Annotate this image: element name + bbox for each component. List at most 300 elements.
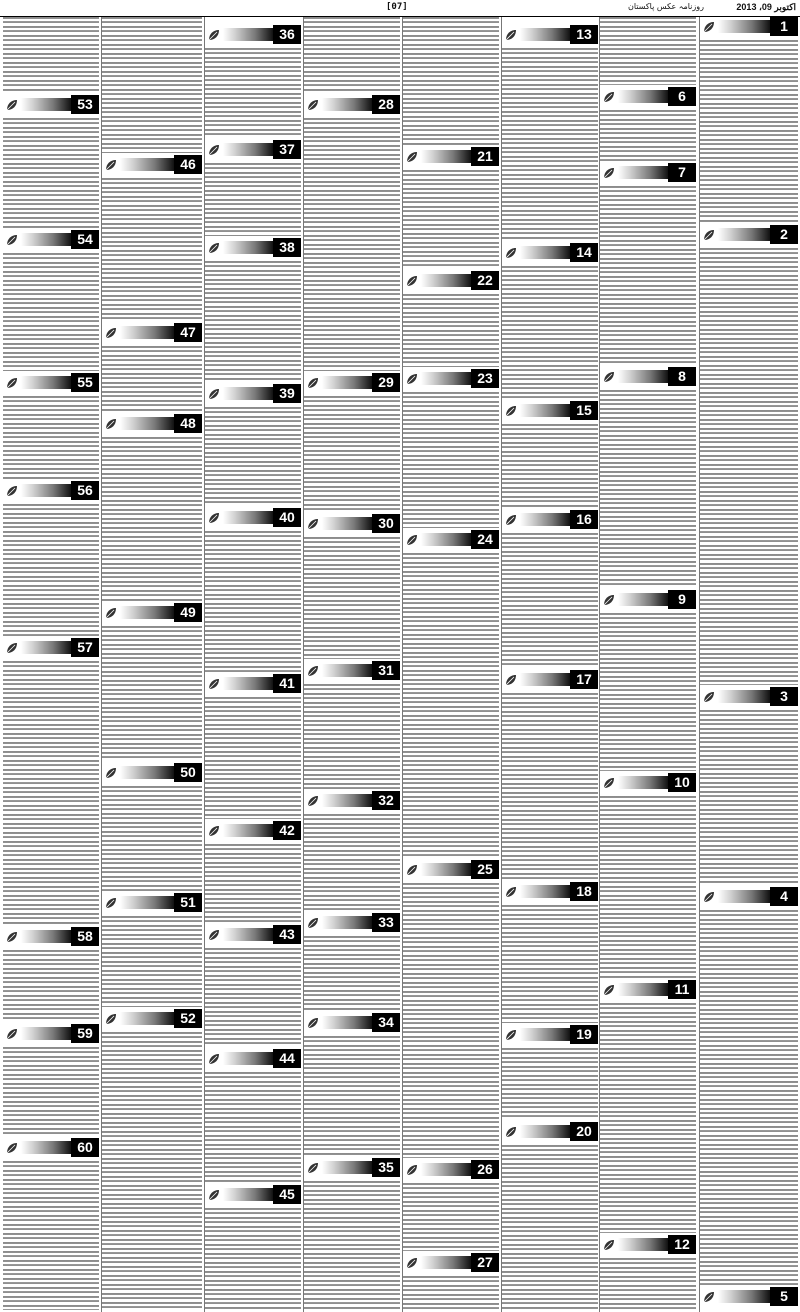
- item-number-badge: [700, 225, 798, 244]
- item-number-badge: [102, 323, 202, 342]
- leaf-ornament-icon: [405, 1163, 419, 1177]
- leaf-ornament-icon: [306, 1161, 320, 1175]
- leaf-ornament-icon: [104, 896, 118, 910]
- story-text: [502, 48, 598, 241]
- item-number-badge: [502, 670, 598, 689]
- news-item: [3, 481, 99, 638]
- story-text: [205, 1072, 301, 1183]
- gradient-strip: [322, 376, 372, 389]
- leaf-ornament-icon: [702, 228, 716, 242]
- gradient-strip: [520, 885, 570, 898]
- col-6: [205, 17, 301, 1312]
- story-text: [600, 613, 696, 771]
- item-number: 5: [770, 1287, 798, 1306]
- news-item: [304, 661, 400, 791]
- story-text: [3, 950, 99, 1022]
- item-number: 12: [668, 1235, 696, 1254]
- news-item: [700, 887, 798, 1287]
- story-text: [3, 1047, 99, 1136]
- item-number-badge: [600, 773, 696, 792]
- story-text: [3, 118, 99, 228]
- story-text: [102, 786, 202, 891]
- story-text: [502, 905, 598, 1023]
- leaf-ornament-icon: [104, 606, 118, 620]
- news-item: [600, 980, 696, 1235]
- item-number-badge: [3, 95, 99, 114]
- story-text: [205, 48, 301, 138]
- item-number: 53: [71, 95, 99, 114]
- gradient-strip: [21, 98, 71, 111]
- item-number-badge: [403, 147, 499, 166]
- story-text: [700, 710, 798, 885]
- news-item: [600, 773, 696, 980]
- gradient-strip: [120, 1012, 174, 1025]
- gradient-strip: [223, 511, 273, 524]
- news-item: [3, 927, 99, 1024]
- gradient-strip: [618, 776, 668, 789]
- column-rule: [303, 17, 304, 1312]
- item-number: 21: [471, 147, 499, 166]
- item-number: 27: [471, 1253, 499, 1272]
- item-number: 6: [668, 87, 696, 106]
- story-text: [502, 1145, 598, 1310]
- story-text: [304, 1181, 400, 1310]
- leaf-ornament-icon: [207, 824, 221, 838]
- gradient-strip: [520, 1125, 570, 1138]
- leaf-ornament-icon: [306, 794, 320, 808]
- col-2: [600, 17, 696, 1312]
- item-number: 43: [273, 925, 301, 944]
- story-text: [205, 844, 301, 923]
- story-continuation: [600, 17, 696, 87]
- gradient-strip: [618, 370, 668, 383]
- news-item: [102, 603, 202, 763]
- story-text: [205, 697, 301, 819]
- item-number: 37: [273, 140, 301, 159]
- gradient-strip: [21, 233, 71, 246]
- news-item: [205, 140, 301, 238]
- item-number: 13: [570, 25, 598, 44]
- item-number-badge: [502, 882, 598, 901]
- item-number-badge: [205, 384, 301, 403]
- item-number-badge: [3, 230, 99, 249]
- leaf-ornament-icon: [207, 241, 221, 255]
- story-text: [3, 396, 99, 479]
- masthead: روزنامہ عکس پاکستان: [627, 2, 704, 11]
- gradient-strip: [223, 387, 273, 400]
- item-number: 55: [71, 373, 99, 392]
- news-item: [205, 821, 301, 925]
- news-item: [3, 230, 99, 373]
- item-number: 51: [174, 893, 202, 912]
- item-number-badge: [102, 414, 202, 433]
- story-text: [102, 17, 202, 153]
- leaf-ornament-icon: [504, 673, 518, 687]
- leaf-ornament-icon: [602, 166, 616, 180]
- news-item: [600, 367, 696, 590]
- leaf-ornament-icon: [104, 766, 118, 780]
- story-text: [700, 40, 798, 223]
- story-continuation: [403, 17, 499, 147]
- news-item: [3, 1024, 99, 1138]
- leaf-ornament-icon: [306, 664, 320, 678]
- story-text: [102, 626, 202, 761]
- news-item: [700, 17, 798, 225]
- story-text: [304, 1036, 400, 1156]
- item-number: 20: [570, 1122, 598, 1141]
- item-number-badge: [205, 140, 301, 159]
- item-number: 9: [668, 590, 696, 609]
- story-text: [403, 883, 499, 1158]
- gradient-strip: [223, 1052, 273, 1065]
- story-text: [502, 424, 598, 508]
- leaf-ornament-icon: [405, 372, 419, 386]
- item-number-badge: [3, 373, 99, 392]
- item-number-badge: [700, 17, 798, 36]
- item-number: 22: [471, 271, 499, 290]
- story-text: [304, 396, 400, 512]
- leaf-ornament-icon: [207, 143, 221, 157]
- leaf-ornament-icon: [104, 1012, 118, 1026]
- news-item: [502, 510, 598, 670]
- gradient-strip: [120, 417, 174, 430]
- news-item: [403, 1160, 499, 1253]
- story-text: [700, 910, 798, 1285]
- article-columns: [0, 17, 800, 1312]
- news-item: [502, 1025, 598, 1122]
- item-number: 28: [372, 95, 400, 114]
- news-item: [205, 384, 301, 508]
- item-number-badge: [205, 238, 301, 257]
- story-text: [502, 1048, 598, 1120]
- leaf-ornament-icon: [5, 1027, 19, 1041]
- item-number: 33: [372, 913, 400, 932]
- gradient-strip: [718, 20, 770, 33]
- item-number: 19: [570, 1025, 598, 1044]
- item-number: 59: [71, 1024, 99, 1043]
- story-text: [600, 110, 696, 161]
- story-text: [205, 407, 301, 506]
- leaf-ornament-icon: [405, 1256, 419, 1270]
- leaf-ornament-icon: [602, 593, 616, 607]
- story-text: [3, 661, 99, 925]
- item-number-badge: [3, 481, 99, 500]
- item-number: 35: [372, 1158, 400, 1177]
- gradient-strip: [322, 664, 372, 677]
- item-number: 58: [71, 927, 99, 946]
- item-number-badge: [600, 1235, 696, 1254]
- item-number: 50: [174, 763, 202, 782]
- news-item: [102, 1009, 202, 1312]
- gradient-strip: [322, 1016, 372, 1029]
- story-text: [600, 390, 696, 588]
- leaf-ornament-icon: [504, 1125, 518, 1139]
- item-number: 32: [372, 791, 400, 810]
- leaf-ornament-icon: [702, 890, 716, 904]
- gradient-strip: [618, 1238, 668, 1251]
- item-number: 38: [273, 238, 301, 257]
- item-number-badge: [304, 514, 400, 533]
- gradient-strip: [120, 766, 174, 779]
- item-number: 40: [273, 508, 301, 527]
- item-number: 56: [71, 481, 99, 500]
- news-item: [102, 414, 202, 603]
- item-number: 16: [570, 510, 598, 529]
- item-number: 39: [273, 384, 301, 403]
- story-text: [403, 170, 499, 269]
- gradient-strip: [223, 1188, 273, 1201]
- news-item: [205, 238, 301, 384]
- gradient-strip: [421, 1163, 471, 1176]
- gradient-strip: [223, 928, 273, 941]
- item-number-badge: [700, 887, 798, 906]
- page-number: [07]: [386, 2, 408, 12]
- leaf-ornament-icon: [5, 98, 19, 112]
- item-number: 7: [668, 163, 696, 182]
- story-text: [403, 1183, 499, 1251]
- item-number-badge: [403, 1253, 499, 1272]
- item-number-badge: [205, 821, 301, 840]
- news-item: [102, 893, 202, 1009]
- story-continuation: [304, 17, 400, 95]
- news-item: [403, 271, 499, 369]
- leaf-ornament-icon: [602, 776, 616, 790]
- leaf-ornament-icon: [104, 158, 118, 172]
- item-number-badge: [403, 369, 499, 388]
- gradient-strip: [618, 166, 668, 179]
- item-number-badge: [502, 1025, 598, 1044]
- news-item: [3, 1138, 99, 1312]
- issue-date: 2013 ،اکتوبر 09: [736, 2, 796, 12]
- leaf-ornament-icon: [504, 1028, 518, 1042]
- item-number: 31: [372, 661, 400, 680]
- item-number: 4: [770, 887, 798, 906]
- story-text: [700, 248, 798, 685]
- gradient-strip: [718, 890, 770, 903]
- gradient-strip: [322, 1161, 372, 1174]
- gradient-strip: [223, 824, 273, 837]
- story-text: [403, 392, 499, 528]
- item-number-badge: [304, 1013, 400, 1032]
- leaf-ornament-icon: [5, 1141, 19, 1155]
- news-item: [700, 1287, 798, 1312]
- leaf-ornament-icon: [104, 417, 118, 431]
- item-number: 34: [372, 1013, 400, 1032]
- leaf-ornament-icon: [306, 517, 320, 531]
- news-item: [600, 163, 696, 367]
- item-number-badge: [502, 401, 598, 420]
- news-item: [502, 401, 598, 510]
- item-number: 15: [570, 401, 598, 420]
- news-item: [700, 225, 798, 687]
- leaf-ornament-icon: [405, 274, 419, 288]
- item-number-badge: [600, 367, 696, 386]
- item-number: 47: [174, 323, 202, 342]
- item-number: 52: [174, 1009, 202, 1028]
- story-text: [304, 118, 400, 371]
- story-text: [3, 17, 99, 93]
- gradient-strip: [322, 916, 372, 929]
- story-text: [403, 17, 499, 145]
- column-rule: [402, 17, 403, 1312]
- leaf-ornament-icon: [602, 1238, 616, 1252]
- story-text: [102, 178, 202, 321]
- story-text: [403, 294, 499, 367]
- story-text: [205, 948, 301, 1047]
- gradient-strip: [21, 484, 71, 497]
- item-number: 57: [71, 638, 99, 657]
- leaf-ornament-icon: [702, 1290, 716, 1304]
- story-text: [403, 1276, 499, 1310]
- item-number-badge: [403, 860, 499, 879]
- item-number-badge: [304, 913, 400, 932]
- item-number-badge: [304, 661, 400, 680]
- gradient-strip: [223, 241, 273, 254]
- col-5: [304, 17, 400, 1312]
- item-number-badge: [102, 1009, 202, 1028]
- leaf-ornament-icon: [602, 983, 616, 997]
- gradient-strip: [618, 983, 668, 996]
- item-number: 44: [273, 1049, 301, 1068]
- item-number: 48: [174, 414, 202, 433]
- story-text: [502, 266, 598, 399]
- leaf-ornament-icon: [5, 641, 19, 655]
- item-number-badge: [600, 980, 696, 999]
- column-rule: [501, 17, 502, 1312]
- item-number-badge: [3, 1024, 99, 1043]
- gradient-strip: [21, 930, 71, 943]
- item-number: 11: [668, 980, 696, 999]
- item-number: 18: [570, 882, 598, 901]
- news-item: [600, 87, 696, 163]
- gradient-strip: [120, 896, 174, 909]
- news-item: [304, 514, 400, 661]
- news-item: [205, 1049, 301, 1185]
- item-number: 49: [174, 603, 202, 622]
- gradient-strip: [421, 863, 471, 876]
- story-text: [304, 814, 400, 911]
- col-3: [502, 17, 598, 1312]
- news-item: [205, 508, 301, 674]
- leaf-ornament-icon: [5, 233, 19, 247]
- gradient-strip: [421, 1256, 471, 1269]
- gradient-strip: [21, 376, 71, 389]
- item-number-badge: [102, 603, 202, 622]
- col-8: [3, 17, 99, 1312]
- gradient-strip: [618, 90, 668, 103]
- leaf-ornament-icon: [306, 98, 320, 112]
- leaf-ornament-icon: [504, 885, 518, 899]
- story-text: [205, 261, 301, 382]
- leaf-ornament-icon: [702, 20, 716, 34]
- item-number-badge: [700, 1287, 798, 1306]
- story-text: [600, 1258, 696, 1310]
- story-text: [304, 684, 400, 789]
- item-number-badge: [600, 590, 696, 609]
- story-text: [304, 537, 400, 659]
- item-number-badge: [205, 674, 301, 693]
- leaf-ornament-icon: [602, 90, 616, 104]
- leaf-ornament-icon: [504, 28, 518, 42]
- news-item: [205, 25, 301, 140]
- story-text: [102, 437, 202, 601]
- news-item: [304, 95, 400, 373]
- item-number: 24: [471, 530, 499, 549]
- gradient-strip: [120, 158, 174, 171]
- gradient-strip: [21, 1141, 71, 1154]
- column-rule: [204, 17, 205, 1312]
- item-number-badge: [205, 1049, 301, 1068]
- news-item: [502, 882, 598, 1025]
- news-item: [403, 1253, 499, 1312]
- item-number-badge: [403, 1160, 499, 1179]
- leaf-ornament-icon: [306, 1016, 320, 1030]
- news-item: [403, 369, 499, 530]
- news-item: [3, 638, 99, 927]
- gradient-strip: [618, 593, 668, 606]
- item-number-badge: [502, 243, 598, 262]
- leaf-ornament-icon: [602, 370, 616, 384]
- gradient-strip: [120, 326, 174, 339]
- gradient-strip: [520, 246, 570, 259]
- item-number: 29: [372, 373, 400, 392]
- story-text: [600, 17, 696, 85]
- leaf-ornament-icon: [405, 863, 419, 877]
- news-item: [304, 791, 400, 913]
- leaf-ornament-icon: [504, 246, 518, 260]
- column-rule: [699, 17, 700, 1312]
- item-number-badge: [205, 925, 301, 944]
- news-item: [102, 763, 202, 893]
- gradient-strip: [120, 606, 174, 619]
- item-number-badge: [304, 1158, 400, 1177]
- news-item: [403, 860, 499, 1160]
- leaf-ornament-icon: [405, 533, 419, 547]
- story-continuation: [3, 17, 99, 95]
- news-item: [102, 155, 202, 323]
- item-number-badge: [304, 373, 400, 392]
- item-number: 10: [668, 773, 696, 792]
- item-number-badge: [102, 893, 202, 912]
- leaf-ornament-icon: [306, 376, 320, 390]
- leaf-ornament-icon: [207, 928, 221, 942]
- news-item: [403, 147, 499, 271]
- column-rule: [101, 17, 102, 1312]
- story-text: [205, 1208, 301, 1310]
- story-continuation: [102, 17, 202, 155]
- news-item: [3, 95, 99, 230]
- item-number-badge: [205, 1185, 301, 1204]
- item-number-badge: [102, 155, 202, 174]
- column-rule: [599, 17, 600, 1312]
- col-7: [102, 17, 202, 1312]
- story-text: [3, 504, 99, 636]
- gradient-strip: [223, 677, 273, 690]
- item-number: 8: [668, 367, 696, 386]
- item-number: 60: [71, 1138, 99, 1157]
- item-number-badge: [700, 687, 798, 706]
- gradient-strip: [21, 1027, 71, 1040]
- item-number: 2: [770, 225, 798, 244]
- gradient-strip: [520, 404, 570, 417]
- story-text: [102, 346, 202, 412]
- col-1: [700, 17, 798, 1312]
- gradient-strip: [421, 533, 471, 546]
- item-number: 45: [273, 1185, 301, 1204]
- story-text: [102, 1032, 202, 1310]
- item-number: 14: [570, 243, 598, 262]
- gradient-strip: [322, 794, 372, 807]
